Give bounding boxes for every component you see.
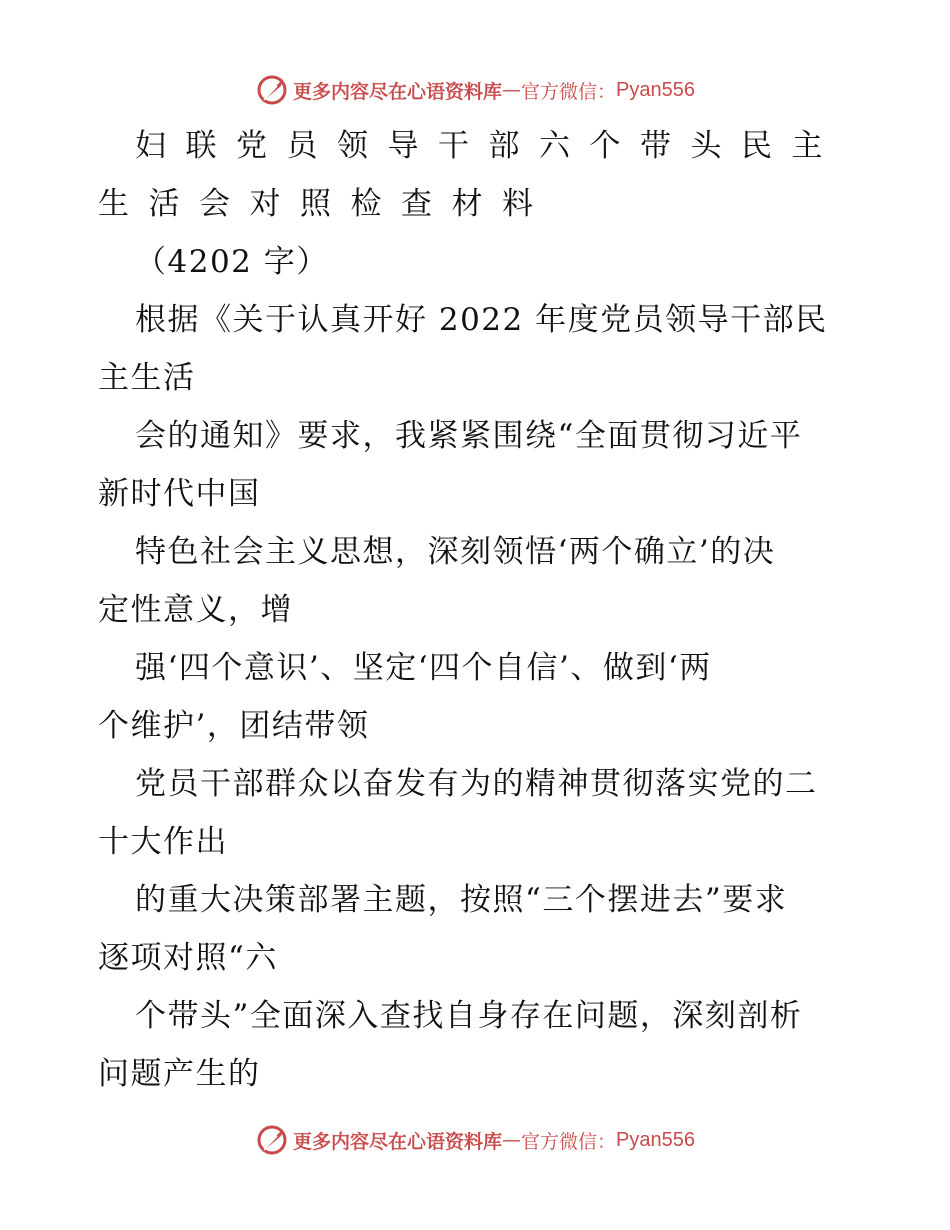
header-wechat-label: 官方微信： bbox=[521, 80, 617, 103]
footer-dash: — bbox=[502, 1129, 522, 1151]
body-line: 个带头”全面深入查找自身存在问题，深刻剖析 bbox=[135, 998, 803, 1034]
body-line: 定性意义，增 bbox=[98, 592, 293, 628]
body-line: 特色社会主义思想，深刻领悟‘两个确立’的决 bbox=[135, 534, 776, 570]
header-account: Pyan556 bbox=[616, 78, 695, 101]
body-line: 主生活 bbox=[98, 360, 196, 396]
body-line: 逐项对照“六 bbox=[98, 940, 278, 976]
footer-banner bbox=[0, 1120, 950, 1160]
footer-account: Pyan556 bbox=[616, 1128, 695, 1151]
body-line: 根据《关于认真开好 2022 年度党员领导干部民 bbox=[135, 302, 828, 338]
header-banner bbox=[0, 70, 950, 110]
header-dash: — bbox=[502, 79, 522, 101]
footer-brand: 更多内容尽在心语资料库 bbox=[293, 1130, 503, 1153]
quill-logo-icon bbox=[255, 1123, 289, 1157]
body-line: 会的通知》要求，我紧紧围绕“全面贯彻习近平 bbox=[135, 418, 803, 454]
document-word-count: （4202 字） bbox=[135, 244, 329, 280]
body-line: 强‘四个意识’、坚定‘四个自信’、做到‘两 bbox=[135, 650, 712, 686]
header-brand: 更多内容尽在心语资料库 bbox=[293, 80, 503, 103]
footer-wechat-label: 官方微信： bbox=[521, 1130, 617, 1153]
body-line: 的重大决策部署主题，按照“三个摆进去”要求 bbox=[135, 882, 788, 918]
quill-logo-icon bbox=[255, 73, 289, 107]
body-line: 问题产生的 bbox=[98, 1056, 261, 1092]
body-line: 十大作出 bbox=[98, 824, 228, 860]
body-line: 个维护’，团结带领 bbox=[98, 708, 370, 744]
body-line: 党员干部群众以奋发有为的精神贯彻落实党的二 bbox=[135, 766, 818, 802]
document-title-line-1: 妇联党员领导干部六个带头民主 bbox=[135, 128, 842, 164]
document-title-line-2: 生活会对照检查材料 bbox=[98, 186, 553, 222]
body-line: 新时代中国 bbox=[98, 476, 261, 512]
